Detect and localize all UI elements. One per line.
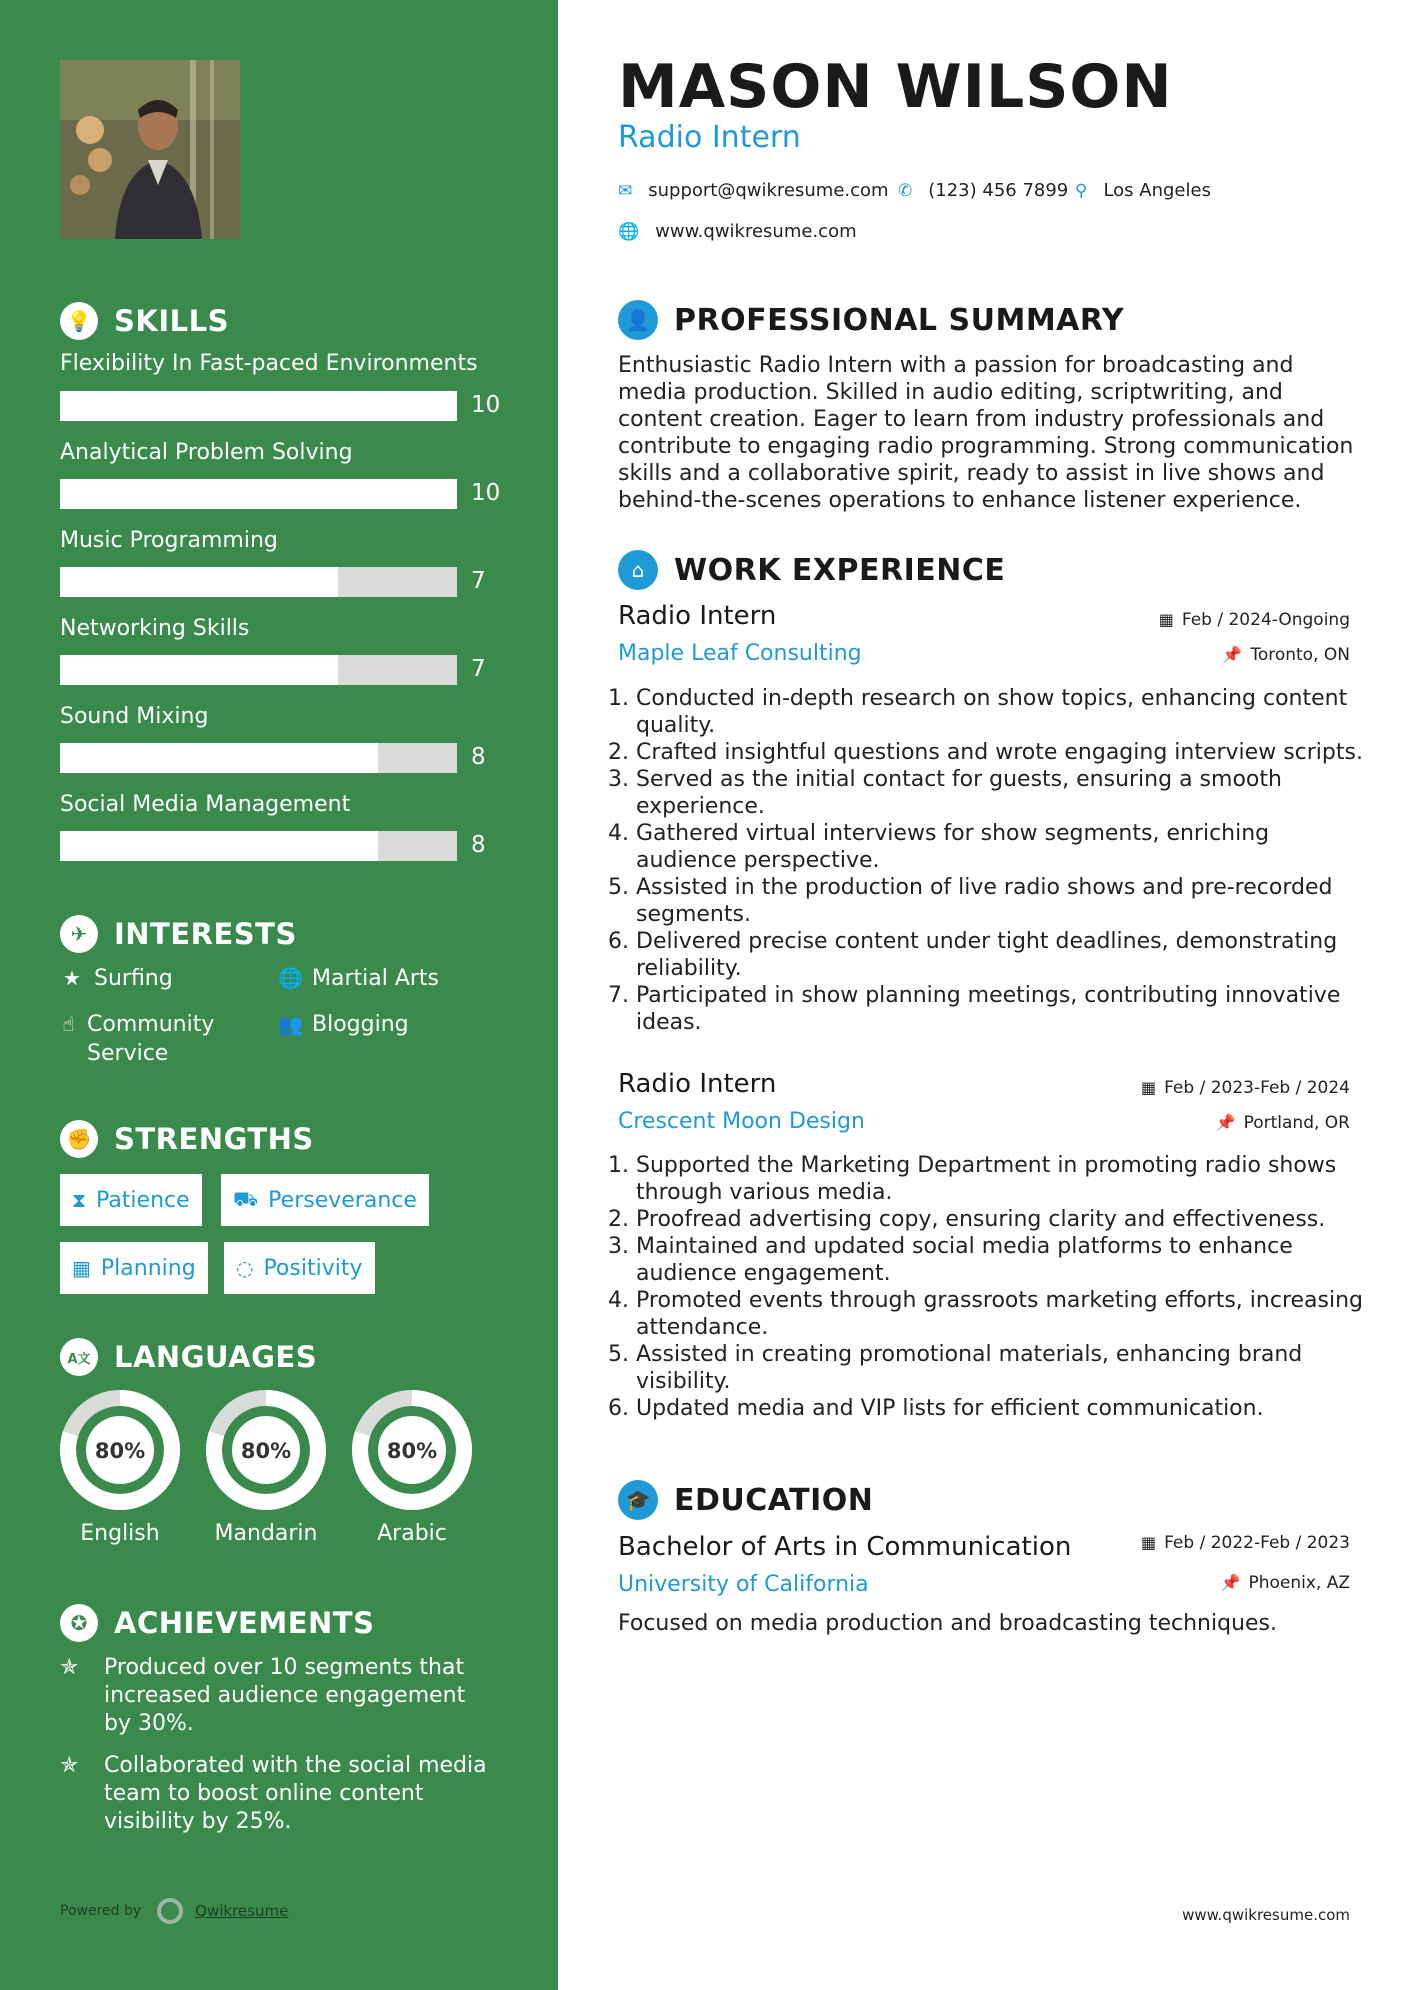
- star-icon: ★: [63, 966, 81, 990]
- candidate-name: MASON WILSON: [618, 52, 1173, 122]
- language-ring: [58, 1388, 182, 1512]
- education-description: Focused on media production and broadcasting techniques.: [618, 1611, 1278, 1636]
- duty-item: 1. Conducted in-depth research on show topics, enhancing content quality.: [636, 685, 1376, 739]
- interest-item: 👥 Blogging: [278, 1012, 409, 1037]
- footer-website[interactable]: www.qwikresume.com: [1182, 1906, 1350, 1924]
- envelope-icon: ✉: [618, 180, 633, 201]
- job-company: Crescent Moon Design: [618, 1109, 865, 1134]
- skill-value: 7: [471, 656, 486, 682]
- strength-chip: ◌ Positivity: [224, 1242, 375, 1294]
- sidebar: [0, 0, 558, 1990]
- duty-item: 3. Served as the initial contact for guests, ensuring a smooth experience.: [636, 766, 1376, 820]
- contact-website[interactable]: 🌐 www.qwikresume.com: [618, 221, 857, 242]
- interests-title: INTERESTS: [114, 917, 297, 951]
- job-location: 📌 Portland, OR: [1215, 1113, 1350, 1133]
- powered-by-text: Powered by: [60, 1903, 142, 1919]
- globe-icon: 🌐: [278, 966, 303, 990]
- fist-icon: ✊: [60, 1120, 98, 1158]
- summary-heading: [618, 300, 1124, 340]
- skill-bar: [60, 743, 457, 773]
- school-name: University of California: [618, 1572, 869, 1597]
- skill-value: 8: [471, 832, 486, 858]
- achievement-item: ✯ Produced over 10 segments that increased audience engagement by 30%.: [60, 1655, 466, 1736]
- office-chair-icon: ⌂: [618, 550, 658, 590]
- interest-item: ★ Surfing: [60, 964, 173, 993]
- skill-bar: [60, 391, 457, 421]
- language-icon: A文: [60, 1338, 98, 1376]
- main-content: [558, 0, 1407, 1990]
- skill-bar: [60, 831, 457, 861]
- calendar-icon: ▦: [72, 1256, 91, 1280]
- strengths-title: STRENGTHS: [114, 1122, 314, 1156]
- duty-item: 2. Crafted insightful questions and wrote engaging interview scripts.: [636, 739, 1376, 766]
- duty-item: 3. Maintained and updated social media platforms to enhance audience engagement.: [636, 1233, 1376, 1287]
- skill-name: Music Programming: [60, 528, 278, 553]
- skill-name: Analytical Problem Solving: [60, 440, 353, 465]
- skill-name: Flexibility In Fast-paced Environments: [60, 351, 478, 376]
- interest-item: ☝ Community Service: [60, 1010, 240, 1068]
- skill-name: Social Media Management: [60, 792, 351, 817]
- profile-photo: [60, 60, 240, 239]
- users-icon: 👥: [278, 1012, 303, 1036]
- pin-icon: 📌: [1215, 1113, 1236, 1132]
- language-ring: [204, 1388, 328, 1512]
- duty-item: 1. Supported the Marketing Department in promoting radio shows through various media.: [636, 1152, 1376, 1206]
- duty-item: 5. Assisted in creating promotional materials, enhancing brand visibility.: [636, 1341, 1376, 1395]
- calendar-icon: ▦: [1140, 1533, 1157, 1552]
- lightbulb-icon: 💡: [60, 302, 98, 340]
- languages-title: LANGUAGES: [114, 1340, 318, 1374]
- skill-value: 10: [471, 480, 501, 506]
- user-icon: 👤: [618, 300, 658, 340]
- experience-title: WORK EXPERIENCE: [674, 552, 1006, 588]
- shooting-star-icon: ✯: [60, 1753, 79, 1778]
- globe-icon: 🌐: [618, 221, 640, 242]
- road-icon: ⛟: [233, 1186, 259, 1211]
- qwikresume-link[interactable]: Qwikresume: [195, 1902, 289, 1920]
- language-percent: 80%: [240, 1439, 292, 1463]
- powered-by: [60, 1898, 288, 1924]
- achievements-title: ACHIEVEMENTS: [114, 1606, 375, 1640]
- education-title: EDUCATION: [674, 1482, 874, 1518]
- language-ring: [350, 1388, 474, 1512]
- education-heading: [618, 1480, 873, 1520]
- summary-title: PROFESSIONAL SUMMARY: [674, 302, 1125, 338]
- experience-heading: [618, 550, 1005, 590]
- candidate-role: Radio Intern: [618, 120, 801, 155]
- calendar-icon: ▦: [1158, 610, 1174, 629]
- job-duties: [618, 685, 1376, 1036]
- job-title: Radio Intern: [618, 1069, 777, 1099]
- duty-item: 5. Assisted in the production of live radio shows and pre-recorded segments.: [636, 874, 1376, 928]
- language-name: Arabic: [377, 1521, 447, 1546]
- job-duties: [618, 1152, 1376, 1422]
- circle-icon: ◌: [236, 1256, 254, 1280]
- contact-email[interactable]: ✉ support@qwikresume.com: [618, 180, 889, 201]
- job-title: Radio Intern: [618, 601, 777, 631]
- paper-plane-icon: ✈: [60, 915, 98, 953]
- hand-icon: ☝: [62, 1012, 75, 1036]
- duty-item: 6. Delivered precise content under tight deadlines, demonstrating reliability.: [636, 928, 1376, 982]
- skill-name: Networking Skills: [60, 616, 250, 641]
- interests-heading: [60, 913, 297, 955]
- summary-text: Enthusiastic Radio Intern with a passion for broadcasting and media production. Skilled in audio editing, scriptwriting, and content creation. Eager to learn from industry professionals and contribute to engaging radio programming. Strong communication skills and a collaborative spirit, ready to assist in live shows and behind-the-scenes operations to enhance listener experience.: [618, 353, 1354, 513]
- award-star-icon: ✪: [60, 1604, 98, 1642]
- strength-chip: ⧗ Patience: [60, 1174, 202, 1226]
- language-percent: 80%: [386, 1439, 438, 1463]
- achievement-item: ✯ Collaborated with the social media team to boost online content visibility by 25%.: [60, 1753, 487, 1834]
- map-pin-icon: ⚲: [1075, 180, 1088, 201]
- strength-chip: ⛟ Perseverance: [221, 1174, 429, 1226]
- shooting-star-icon: ✯: [60, 1655, 79, 1680]
- job-dates: ▦ Feb / 2024-Ongoing: [1158, 610, 1350, 630]
- qwikresume-logo-icon: [157, 1898, 183, 1924]
- skills-title: SKILLS: [114, 304, 229, 338]
- phone-icon: ✆: [898, 180, 913, 201]
- hourglass-icon: ⧗: [72, 1188, 87, 1212]
- skill-bar: [60, 479, 457, 509]
- skill-value: 8: [471, 744, 486, 770]
- skill-bar: [60, 655, 457, 685]
- calendar-icon: ▦: [1140, 1078, 1157, 1097]
- degree-title: Bachelor of Arts in Communication: [618, 1532, 1072, 1562]
- language-name: English: [80, 1521, 160, 1546]
- duty-item: 4. Promoted events through grassroots marketing efforts, increasing attendance.: [636, 1287, 1376, 1341]
- pin-icon: 📌: [1222, 645, 1243, 664]
- skill-name: Sound Mixing: [60, 704, 209, 729]
- job-company: Maple Leaf Consulting: [618, 641, 862, 666]
- language-name: Mandarin: [214, 1521, 318, 1546]
- interest-item: 🌐 Martial Arts: [278, 966, 440, 991]
- achievements-heading: [60, 1602, 374, 1644]
- strength-chip: ▦ Planning: [60, 1242, 208, 1294]
- job-dates: ▦ Feb / 2023-Feb / 2024: [1140, 1078, 1350, 1098]
- contact-phone[interactable]: ✆ (123) 456 7899: [898, 180, 1069, 201]
- education-dates: ▦ Feb / 2022-Feb / 2023: [1140, 1533, 1350, 1553]
- education-location: 📌 Phoenix, AZ: [1220, 1573, 1350, 1593]
- languages-heading: [60, 1336, 317, 1378]
- duty-item: 7. Participated in show planning meetings, contributing innovative ideas.: [636, 982, 1376, 1036]
- skills-heading: [60, 300, 229, 342]
- skill-value: 7: [471, 568, 486, 594]
- skill-value: 10: [471, 392, 501, 418]
- graduate-icon: 🎓: [618, 1480, 658, 1520]
- duty-item: 4. Gathered virtual interviews for show segments, enriching audience perspective.: [636, 820, 1376, 874]
- contact-location: ⚲ Los Angeles: [1075, 180, 1211, 201]
- skill-bar: [60, 567, 457, 597]
- job-location: 📌 Toronto, ON: [1222, 645, 1350, 665]
- duty-item: 6. Updated media and VIP lists for efficient communication.: [636, 1395, 1376, 1422]
- language-percent: 80%: [94, 1439, 146, 1463]
- duty-item: 2. Proofread advertising copy, ensuring clarity and effectiveness.: [636, 1206, 1376, 1233]
- pin-icon: 📌: [1220, 1573, 1241, 1592]
- strengths-heading: [60, 1118, 314, 1160]
